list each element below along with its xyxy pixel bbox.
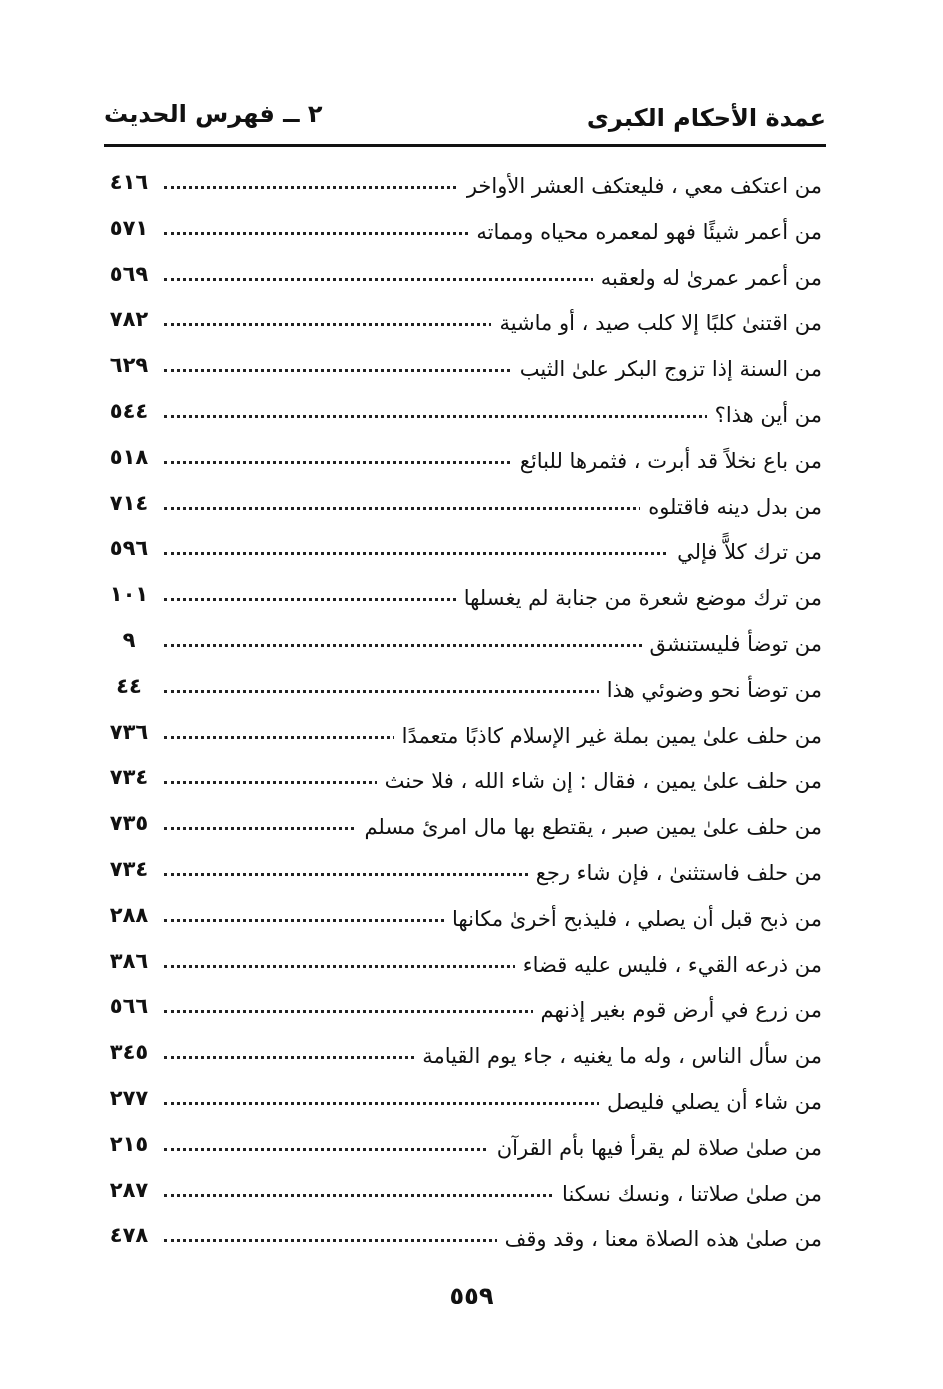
hadith-incipit: من بدل دينه فاقتلوه [640,495,822,519]
index-entry [100,1178,822,1224]
index-entry [100,765,822,811]
index-entry [100,353,822,399]
entry-page-number: ٧١٤ [100,491,158,515]
hadith-incipit: من اعتكف معي ، فليعتكف العشر الأواخر [459,174,822,198]
hadith-index-list [100,170,822,1269]
index-entry [100,582,822,628]
hadith-incipit: من ترك كلاًّ فإلي [669,540,822,564]
hadith-incipit: من توضأ فليستنشق [642,632,823,656]
hadith-incipit: من السنة إذا تزوج البكر علىٰ الثيب [512,357,822,381]
entry-page-number: ٧٣٤ [100,765,158,789]
index-entry [100,949,822,995]
index-entry [100,720,822,766]
entry-page-number: ٢٧٧ [100,1086,158,1110]
index-entry [100,1040,822,1086]
hadith-incipit: من ذبح قبل أن يصلي ، فليذبح أخرىٰ مكانها [444,907,822,931]
entry-page-number: ٧٣٥ [100,811,158,835]
hadith-incipit: من ترك موضع شعرة من جنابة لم يغسلها [456,586,822,610]
hadith-incipit: من ذرعه القيء ، فليس عليه قضاء [515,953,822,977]
index-entry [100,1086,822,1132]
entry-page-number: ٥١٨ [100,445,158,469]
entry-page-number: ٥٧١ [100,216,158,240]
index-entry [100,903,822,949]
index-entry [100,445,822,491]
entry-page-number: ٥٦٩ [100,262,158,286]
hadith-incipit: من توضأ نحو وضوئي هذا [599,678,822,702]
hadith-incipit: من أعمر عمرىٰ له ولعقبه [593,266,822,290]
hadith-incipit: من أين هذا؟ [707,403,822,427]
entry-page-number: ٣٨٦ [100,949,158,973]
entry-page-number: ٢٨٨ [100,903,158,927]
header-divider [104,144,826,147]
hadith-incipit: من أعمر شيئًا فهو لمعمره محياه ومماته [468,220,822,244]
dot-leader [164,415,762,418]
index-entry [100,307,822,353]
hadith-incipit: من صلىٰ صلاتنا ، ونسك نسكنا [554,1182,822,1206]
hadith-incipit: من صلىٰ هذه الصلاة معنا ، وقد وقف [497,1227,822,1251]
hadith-incipit: من صلىٰ صلاة لم يقرأ فيها بأم القرآن [489,1136,822,1160]
entry-page-number: ٧٣٤ [100,857,158,881]
hadith-incipit: من شاء أن يصلي فليصل [599,1090,822,1114]
hadith-incipit: من زرع في أرض قوم بغير إذنهم [533,998,822,1022]
index-entry [100,216,822,262]
hadith-incipit: من حلف علىٰ يمين بملة غير الإسلام كاذبًا متعمدًا [394,724,822,748]
index-entry [100,399,822,445]
index-entry [100,262,822,308]
index-entry [100,857,822,903]
hadith-incipit: من باع نخلاً قد أبرت ، فثمرها للبائع [512,449,822,473]
entry-page-number: ٥٤٤ [100,399,158,423]
book-title: عمدة الأحكام الكبرى [586,104,826,132]
entry-page-number: ٤٤ [100,674,158,698]
hadith-incipit: من سأل الناس ، وله ما يغنيه ، جاء يوم القيامة [414,1044,822,1068]
index-entry [100,628,822,674]
entry-page-number: ٧٣٦ [100,720,158,744]
section-title: ٢ ــ فهرس الحديث [104,100,323,128]
hadith-incipit: من اقتنىٰ كلبًا إلا كلب صيد ، أو ماشية [491,311,822,335]
index-entry [100,994,822,1040]
index-entry [100,811,822,857]
index-entry [100,674,822,720]
entry-page-number: ٦٢٩ [100,353,158,377]
entry-page-number: ٩ [100,628,158,652]
entry-page-number: ٤٧٨ [100,1223,158,1247]
entry-page-number: ٥٦٦ [100,994,158,1018]
entry-page-number: ١٠١ [100,582,158,606]
hadith-incipit: من حلف علىٰ يمين ، فقال : إن شاء الله ، فلا حنث [377,769,822,793]
hadith-incipit: من حلف فاستثنىٰ ، فإن شاء رجع [528,861,822,885]
index-entry [100,170,822,216]
entry-page-number: ٥٩٦ [100,536,158,560]
index-entry [100,491,822,537]
entry-page-number: ٧٨٢ [100,307,158,331]
running-header [104,100,826,148]
hadith-incipit: من حلف علىٰ يمين صبر ، يقتطع بها مال امرئ مسلم [356,815,822,839]
entry-page-number: ٢١٥ [100,1132,158,1156]
index-entry [100,1223,822,1269]
page-number: ٥٥٩ [449,1282,494,1310]
index-entry [100,536,822,582]
index-entry [100,1132,822,1178]
entry-page-number: ٤١٦ [100,170,158,194]
entry-page-number: ٣٤٥ [100,1040,158,1064]
entry-page-number: ٢٨٧ [100,1178,158,1202]
